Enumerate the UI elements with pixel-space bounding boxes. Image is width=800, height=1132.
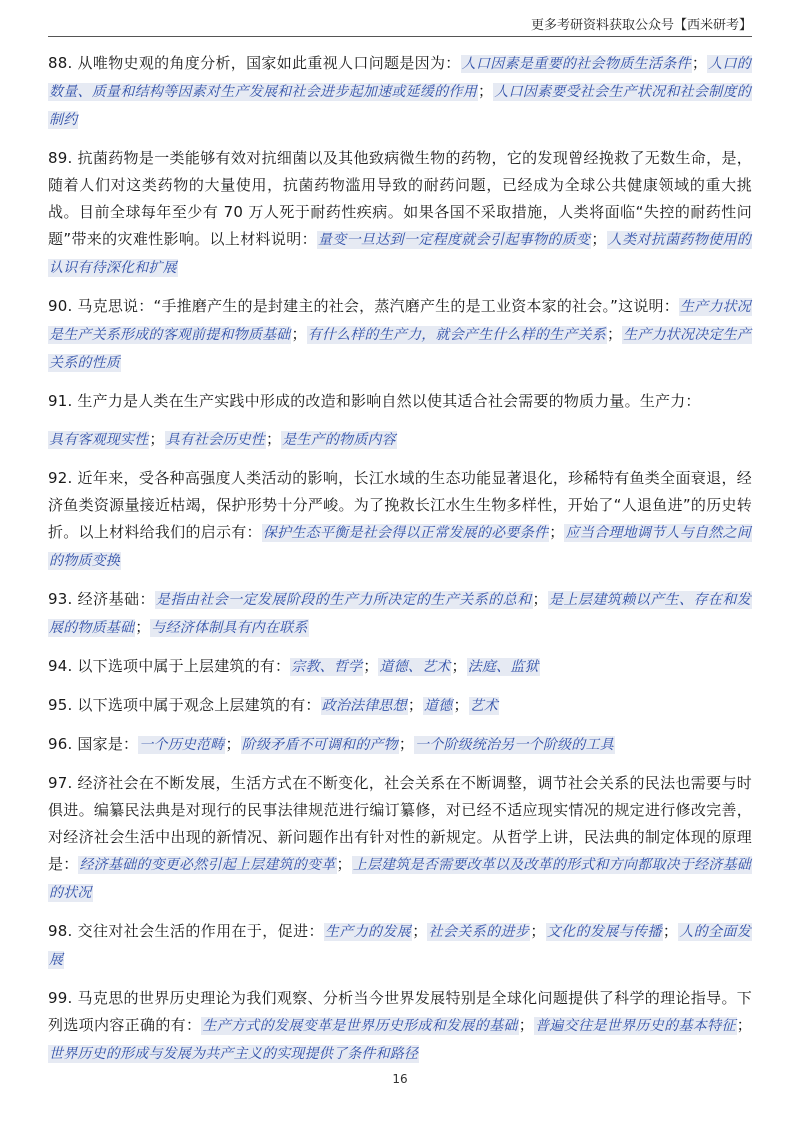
answer: 社会关系的进步 <box>428 924 530 940</box>
question-95: 95. 以下选项中属于观念上层建筑的有：政治法律思想；道德；艺术 <box>48 696 499 714</box>
answer: 法庭、监狱 <box>467 659 539 675</box>
answer: 生产力状况是生产关系形成的客观前提和物质基础 <box>49 299 751 343</box>
answer: 生产力的发展 <box>324 924 412 940</box>
question-text: 89. 抗菌药物是一类能够有效对抗细菌以及其他致病微生物的药物，它的发现曾经挽救了无数生命，是，随着人们对这类药物的大量使用，抗菌药物滥用导致的耐药问题，已经成为全球公共健康领域的重大挑战。目前全球每年至少有 70 万人死于耐药性疾病。如果各国不采取措施，人类将面临“失控的耐药性问题”带来的灾难性影响。以上材料说明： <box>48 149 752 248</box>
answer: 一个阶级统治另一个阶级的工具 <box>415 737 614 753</box>
answer: 经济基础的变更必然引起上层建筑的变革 <box>79 857 336 873</box>
question-90: 90. 马克思说：“手推磨产生的是封建主的社会，蒸汽磨产生的是工业资本家的社会。”这说明：生产力状况是生产关系形成的客观前提和物质基础；有什么样的生产力，就会产生什么样的生产关系；生产力状况决定生产关系的性质 <box>48 297 751 371</box>
answer: 世界历史的形成与发展为共产主义的实现提供了条件和路径 <box>49 1046 419 1062</box>
answer: 量变一旦达到一定程度就会引起事物的质变 <box>317 232 591 248</box>
answer: 阶级矛盾不可调和的产物 <box>241 737 398 753</box>
answer: 人口因素要受社会生产状况和社会制度的制约 <box>49 84 751 128</box>
answer: 生产方式的发展变革是世界历史形成和发展的基础 <box>202 1018 518 1034</box>
answer: 道德 <box>424 698 453 714</box>
question-89: 89. 抗菌药物是一类能够有效对抗细菌以及其他致病微生物的药物，它的发现曾经挽救了无数生命，是，随着人们对这类药物的大量使用，抗菌药物滥用导致的耐药问题，已经成为全球公共健康领域的重大挑战。目前全球每年至少有 70 万人死于耐药性疾病。如果各国不采取措施，人类将面临“失控的耐药性问题”带来的灾难性影响。以上材料说明：量变一旦达到一定程度就会引起事物的质变；人类对抗菌药物使用的认识有待深化和扩展 <box>48 149 752 276</box>
answer: 生产力状况决定生产关系的性质 <box>49 327 751 371</box>
question-text: 94. 以下选项中属于上层建筑的有： <box>48 657 291 675</box>
answer: 宗教、哲学 <box>291 659 363 675</box>
answer: 是上层建筑赖以产生、存在和发展的物质基础 <box>49 592 751 636</box>
question-88: 88. 从唯物史观的角度分析，国家如此重视人口问题是因为：人口因素是重要的社会物质生活条件；人口的数量、质量和结构等因素对生产发展和社会进步起加速或延缓的作用；人口因素要受社会生产状况和社会制度的制约 <box>48 54 751 128</box>
answer: 普遍交往是世界历史的基本特征 <box>534 1018 736 1034</box>
answer: 具有社会历史性 <box>165 432 266 448</box>
answer: 一个历史范畴 <box>139 737 225 753</box>
page-header: 更多考研资料获取公众号【西米研考】 <box>48 14 752 37</box>
answer: 人口因素是重要的社会物质生活条件 <box>461 56 691 72</box>
question-98: 98. 交往对社会生活的作用在于，促进：生产力的发展；社会关系的进步；文化的发展与传播；人的全面发展 <box>48 922 751 968</box>
question-text: 92. 近年来，受各种高强度人类活动的影响，长江水域的生态功能显著退化，珍稀特有鱼类全面衰退，经济鱼类资源量接近枯竭，保护形势十分严峻。为了挽救长江水生生物多样性，开始了“人退鱼进”的历史转折。以上材料给我们的启示有： <box>48 469 752 541</box>
answer-block-91: 具有客观现实性；具有社会历史性；是生产的物质内容 <box>49 430 396 448</box>
answer: 是指由社会一定发展阶段的生产力所决定的生产关系的总和 <box>155 592 532 608</box>
question-97: 97. 经济社会在不断发展，生活方式在不断变化，社会关系在不断调整，调节社会关系的民法也需要与时俱进。编纂民法典是对现行的民事法律规范进行编订纂修，对已经不适应现实情况的规定进行修改完善，对经济社会生活中出现的新情况、新问题作出有针对性的新规定。从哲学上讲，民法典的制定体现的原理是：经济基础的变更必然引起上层建筑的变革；上层建筑是否需要改革以及改革的形式和方向都取决于经济基础的状况 <box>48 774 752 901</box>
question-text: 93. 经济基础： <box>48 590 155 608</box>
answer: 政治法律思想 <box>321 698 407 714</box>
answer: 与经济体制具有内在联系 <box>151 620 308 636</box>
answer: 上层建筑是否需要改革以及改革的形式和方向都取决于经济基础的状况 <box>49 857 751 901</box>
answer: 应当合理地调节人与自然之间的物质变换 <box>49 525 751 569</box>
answer: 人口的数量、质量和结构等因素对生产发展和社会进步起加速或延缓的作用 <box>49 56 751 100</box>
answer: 人的全面发展 <box>49 924 751 968</box>
question-99: 99. 马克思的世界历史理论为我们观察、分析当今世界发展特别是全球化问题提供了科学的理论指导。下列选项内容正确的有：生产方式的发展变革是世界历史形成和发展的基础；普遍交往是世界历史的基本特征；世界历史的形成与发展为共产主义的实现提供了条件和路径 <box>48 989 752 1062</box>
answer: 有什么样的生产力，就会产生什么样的生产关系 <box>307 327 606 343</box>
question-92: 92. 近年来，受各种高强度人类活动的影响，长江水域的生态功能显著退化，珍稀特有鱼类全面衰退，经济鱼类资源量接近枯竭，保护形势十分严峻。为了挽救长江水生生物多样性，开始了“人退鱼进”的历史转折。以上材料给我们的启示有：保护生态平衡是社会得以正常发展的必要条件；应当合理地调节人与自然之间的物质变换 <box>48 469 752 569</box>
question-94: 94. 以下选项中属于上层建筑的有：宗教、哲学；道德、艺术；法庭、监狱 <box>48 657 539 675</box>
question-text: 97. 经济社会在不断发展，生活方式在不断变化，社会关系在不断调整，调节社会关系的民法也需要与时俱进。编纂民法典是对现行的民事法律规范进行编订纂修，对已经不适应现实情况的规定进行修改完善，对经济社会生活中出现的新情况、新问题作出有针对性的新规定。从哲学上讲，民法典的制定体现的原理是： <box>48 774 752 873</box>
question-list <box>48 50 752 1079</box>
answer: 艺术 <box>469 698 499 714</box>
answer: 是生产的物质内容 <box>282 432 396 448</box>
answer: 人类对抗菌药物使用的认识有待深化和扩展 <box>49 232 751 276</box>
question-text: 98. 交往对社会生活的作用在于，促进： <box>48 922 324 940</box>
question-91 <box>48 388 752 415</box>
question-text: 95. 以下选项中属于观念上层建筑的有： <box>48 696 321 714</box>
answer: 具有客观现实性 <box>49 432 149 448</box>
question-text: 88. 从唯物史观的角度分析，国家如此重视人口问题是因为： <box>48 54 461 72</box>
question-96: 96. 国家是：一个历史范畴；阶级矛盾不可调和的产物；一个阶级统治另一个阶级的工具 <box>48 735 614 753</box>
question-text: 96. 国家是： <box>48 735 139 753</box>
question-text: 90. 马克思说：“手推磨产生的是封建主的社会，蒸汽磨产生的是工业资本家的社会。”这说明： <box>48 297 679 315</box>
question-text: 91. 生产力是人类在生产实践中形成的改造和影响自然以使其适合社会需要的物质力量。生产力： <box>48 392 701 410</box>
page-number: 16 <box>392 1072 408 1086</box>
answer: 保护生态平衡是社会得以正常发展的必要条件 <box>262 525 549 541</box>
answer: 文化的发展与传播 <box>546 924 662 940</box>
question-93: 93. 经济基础：是指由社会一定发展阶段的生产力所决定的生产关系的总和；是上层建筑赖以产生、存在和发展的物质基础；与经济体制具有内在联系 <box>48 590 751 636</box>
question-text: 99. 马克思的世界历史理论为我们观察、分析当今世界发展特别是全球化问题提供了科学的理论指导。下列选项内容正确的有： <box>48 989 752 1034</box>
answer: 道德、艺术 <box>379 659 451 675</box>
